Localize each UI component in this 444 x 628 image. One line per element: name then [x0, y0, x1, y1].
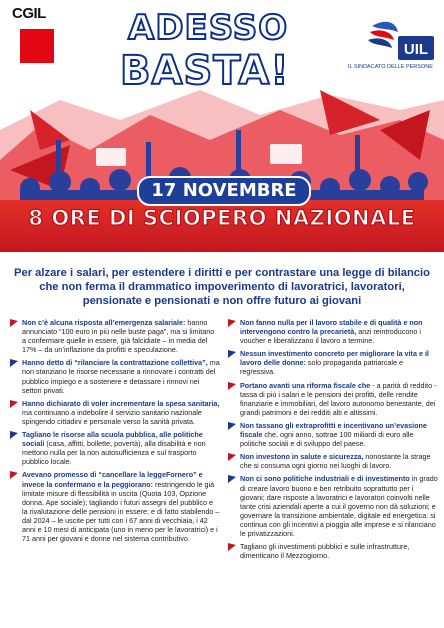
list-item-highlight: Tagliano le risorse alla scuola pubblica, alle politiche sociali: [22, 430, 203, 449]
flag-bullet-icon: [10, 471, 18, 479]
date-banner: 17 NOVEMBRE: [137, 176, 311, 206]
list-item-text: (casa, affitti, bollette, povertà), alla disabilità e non mettono nulla per la non autosufficienza e sul trasporto pubblico locale.: [22, 439, 206, 467]
list-item-text: restringendo le già limitate misure di flessibilità in uscita (Quota 103, Opzione donna, Ape sociale); tagliando i futuri assegni del pubblico e la rivalutazione delle pensioni in essere; e di fatto stabilendo – dal 2024 – le uscite per tutti con i 67 anni di vecchiaia, i 42 anni e 10 mesi di anticipata (uno in meno per le lavoratrici) e i 71 anni per giovani e donne nel sistema contributivo.: [22, 479, 220, 544]
cgil-logo: [10, 5, 52, 67]
list-item-text: che, ogni anno, sottrae 100 miliardi di euro alle politiche sociali e di sviluppo del paese.: [240, 430, 414, 449]
list-item-highlight: Non fanno nulla per il lavoro stabile e di qualità e non intervengono contro la precarietà,: [240, 318, 423, 337]
list-item: [226, 421, 438, 448]
left-column: [8, 318, 220, 547]
list-item: [226, 452, 438, 470]
list-item-text: nonostante la strage che si consuma ogni giorno nei luoghi di lavoro.: [240, 452, 431, 471]
uil-tagline: IL SINDACATO DELLE PERSONE: [348, 64, 433, 70]
flag-bullet-icon: [10, 319, 18, 327]
list-item-highlight: Portano avanti una riforma fiscale che: [240, 380, 371, 390]
title-adesso: ADESSO: [128, 8, 289, 48]
list-item-highlight: Non tassano gli extraprofitti e incentivano un’evasione fiscale: [240, 420, 427, 440]
list-item-highlight: Hanno dichiarato di voler incrementare la spesa sanitaria,: [22, 398, 220, 408]
flag-bullet-icon: [228, 350, 236, 358]
title-basta: BASTA!: [120, 48, 290, 94]
list-item: [226, 349, 438, 376]
list-item-highlight: Hanno detto di “rilanciare la contrattazione collettiva”,: [22, 358, 208, 368]
flag-bullet-icon: [228, 475, 236, 483]
list-item: [8, 470, 220, 543]
flag-bullet-icon: [228, 543, 236, 551]
list-item-highlight: Non c’è alcuna risposta all’emergenza salariale:: [22, 318, 186, 327]
list-item: [8, 430, 220, 466]
list-item-highlight: Non ci sono politiche industriali e di investimento: [240, 474, 410, 484]
list-item: [226, 474, 438, 538]
list-item-highlight: Nessun investimento concreto per migliorare la vita e il lavoro delle donne:: [240, 349, 429, 368]
list-item-text: ma non stanziano le risorse necessarie a rinnovare i contratti del pubblico impiego e a sostenere e detassare i rinnovi nei settori privati.: [22, 358, 220, 395]
flag-bullet-icon: [10, 400, 18, 408]
intro-text: Per alzare i salari, per estendere i diritti e per contrastare una legge di bilancio che non ferma il drammatico impoverimento di lavoratrici, lavoratori, pensionate e pensionati e non offre futuro ai giovani: [14, 267, 430, 307]
list-item-text: Tagliano gli investimenti pubblici e sulle infrastrutture, dimenticano il Mezzogiorno.: [240, 542, 410, 561]
uil-logo-text: UIL: [403, 41, 429, 58]
list-item: [226, 542, 438, 560]
list-item: [226, 381, 438, 417]
list-item-text: hanno annunciato “100 euro in più nelle buste paga”, ma si limitano a confermare quelle in essere, già falcidiate – in media del 17% – da un’inflazione da profitti e speculazione.: [22, 318, 215, 355]
list-item-text: anzi reintroducono i voucher e liberalizzano il lavoro a termine.: [240, 327, 421, 346]
list-item-text: - a parità di reddito - tassa di più i salari e le pensioni dei profitti, delle rendite finanziarie e immobiliari, del lavoro autonomo benestante, dei grandi patrimoni e dei redditi alti e altissimi.: [240, 380, 437, 417]
right-column: [226, 318, 438, 564]
list-item: [8, 318, 220, 354]
list-item: [8, 399, 220, 426]
flag-bullet-icon: [228, 319, 236, 327]
strike-headline: 8 ORE DI SCIOPERO NAZIONALE: [28, 206, 416, 230]
list-item: [8, 358, 220, 394]
list-item-highlight: Avevano promesso di “cancellare la leggeFornero” e invece la confermano e la peggiorano:: [22, 470, 203, 489]
list-item: [226, 318, 438, 345]
list-item-text: solo propaganda patriarcale e regressiva.: [240, 358, 404, 377]
flag-bullet-icon: [228, 382, 236, 390]
list-item-highlight: Non investono in salute e sicurezza,: [240, 452, 364, 462]
list-item-text: ma continuano a indebolire il servizio sanitario nazionale spingendo cittadini e personale verso la sanità privata.: [22, 407, 202, 426]
flag-bullet-icon: [228, 422, 236, 430]
flag-bullet-icon: [228, 453, 236, 461]
list-item-text: in grado di creare lavoro buono e ben retribuito soprattutto per i giovani; dare risposte a lavoratrici e lavoratori coinvolti nelle tante crisi aziendali aperte a cui il governo non dà soluzioni; e governare la transizione ambientale, digitale ed energetica: si continua con gli incentivi a pioggia alle imprese e si rilanciano le privatizzazioni.: [240, 474, 438, 538]
flag-bullet-icon: [10, 359, 18, 367]
cgil-logo-text: CGIL: [12, 5, 46, 22]
cgil-red-square: [20, 29, 54, 63]
flag-bullet-icon: [10, 431, 18, 439]
